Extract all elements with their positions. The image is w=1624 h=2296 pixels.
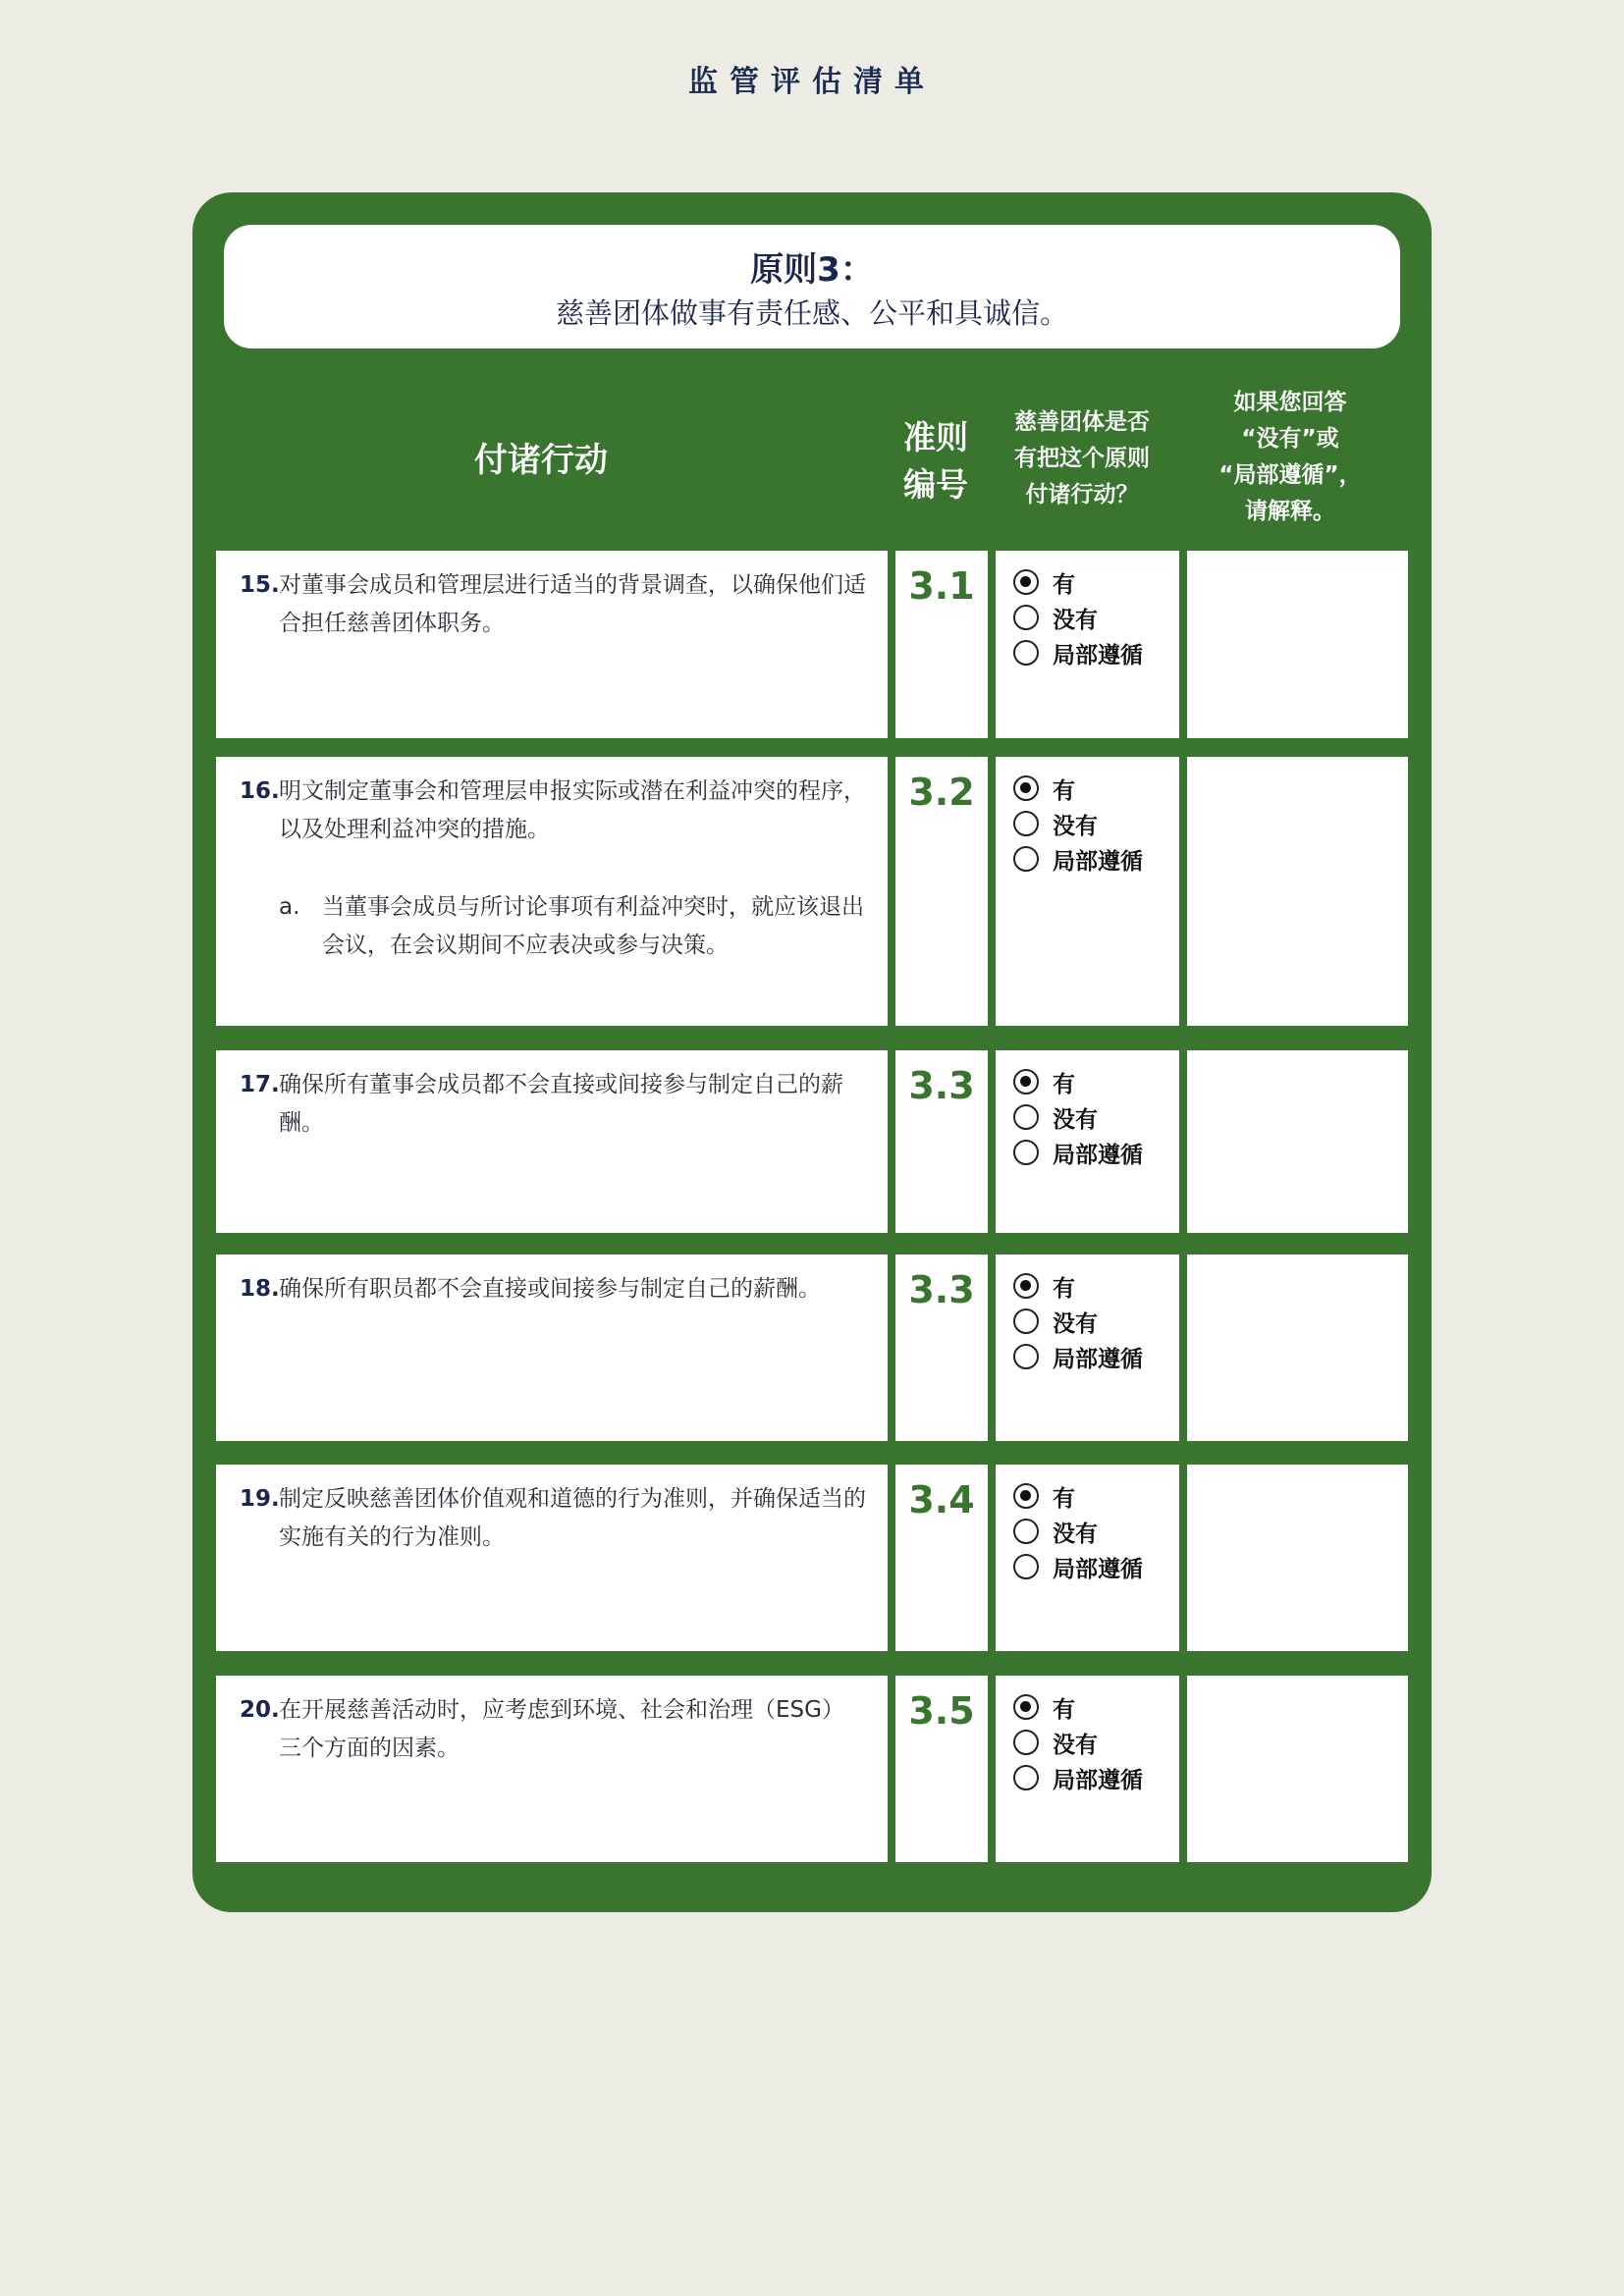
item-text: 明文制定董事会和管理层申报实际或潜在利益冲突的程序，以及处理利益冲突的措施。 — [279, 778, 866, 842]
option-partial[interactable] — [1013, 841, 1143, 877]
principle-box — [224, 225, 1400, 348]
action-item — [240, 1066, 866, 1143]
header-question-line: 有把这个原则 — [1014, 446, 1150, 471]
code-cell — [895, 757, 988, 1026]
answer-options — [1013, 1064, 1143, 1170]
radio-selected-icon[interactable] — [1013, 569, 1039, 595]
option-partial[interactable] — [1013, 635, 1143, 670]
table-row — [216, 1676, 1408, 1862]
option-no[interactable] — [1013, 1099, 1143, 1135]
item-number: 16. — [240, 778, 280, 804]
option-yes[interactable] — [1013, 1064, 1143, 1099]
radio-icon[interactable] — [1013, 1308, 1039, 1334]
option-no[interactable] — [1013, 1514, 1143, 1549]
header-question-line: 付诸行动？ — [1025, 482, 1139, 507]
option-label: 局部遵循 — [1053, 1142, 1143, 1168]
header-explain-line: 请解释。 — [1245, 499, 1335, 524]
criterion-code: 3.3 — [908, 1064, 975, 1107]
option-label: 局部遵循 — [1053, 1767, 1143, 1793]
code-cell — [895, 1676, 988, 1862]
header-question — [986, 404, 1178, 513]
option-label: 没有 — [1053, 1732, 1098, 1758]
principle-title: 原则3： — [750, 250, 874, 290]
option-label: 有 — [1053, 1071, 1075, 1097]
radio-icon[interactable] — [1013, 1344, 1039, 1369]
radio-selected-icon[interactable] — [1013, 1483, 1039, 1509]
header-code-line: 编号 — [903, 465, 968, 504]
option-partial[interactable] — [1013, 1760, 1143, 1795]
sub-item — [240, 888, 866, 965]
item-text: 在开展慈善活动时，应考虑到环境、社会和治理（ESG）三个方面的因素。 — [279, 1697, 844, 1761]
action-item — [240, 773, 866, 965]
action-item — [240, 566, 866, 643]
explanation-cell[interactable] — [1187, 1050, 1408, 1233]
radio-icon[interactable] — [1013, 1554, 1039, 1579]
answer-options — [1013, 771, 1143, 877]
option-no[interactable] — [1013, 806, 1143, 841]
action-cell — [216, 1050, 888, 1233]
item-text: 对董事会成员和管理层进行适当的背景调查，以确保他们适合担任慈善团体职务。 — [279, 572, 866, 636]
action-cell — [216, 757, 888, 1026]
action-cell — [216, 551, 888, 738]
option-no[interactable] — [1013, 600, 1143, 635]
document-title: 监管评估清单 — [688, 65, 936, 99]
item-number: 15. — [240, 572, 280, 598]
table-row — [216, 757, 1408, 1026]
option-yes[interactable] — [1013, 1478, 1143, 1514]
radio-icon[interactable] — [1013, 605, 1039, 630]
answer-cell — [996, 1465, 1179, 1651]
radio-icon[interactable] — [1013, 811, 1039, 836]
option-label: 没有 — [1053, 1521, 1098, 1547]
criterion-code: 3.2 — [908, 771, 975, 814]
item-text: 确保所有董事会成员都不会直接或间接参与制定自己的薪酬。 — [279, 1072, 843, 1136]
criterion-code: 3.4 — [908, 1478, 975, 1522]
table-row — [216, 551, 1408, 738]
table-row — [216, 1465, 1408, 1651]
code-cell — [895, 551, 988, 738]
explanation-cell[interactable] — [1187, 757, 1408, 1026]
radio-icon[interactable] — [1013, 1730, 1039, 1755]
option-partial[interactable] — [1013, 1135, 1143, 1170]
option-label: 有 — [1053, 777, 1075, 804]
answer-options — [1013, 1268, 1143, 1374]
table-row — [216, 1050, 1408, 1233]
header-code-line: 准则 — [903, 418, 968, 456]
option-label: 局部遵循 — [1053, 1346, 1143, 1372]
table-row — [216, 1255, 1408, 1441]
principle-panel — [192, 192, 1432, 1912]
option-label: 没有 — [1053, 607, 1098, 633]
answer-cell — [996, 551, 1179, 738]
item-number: 20. — [240, 1697, 280, 1723]
explanation-cell[interactable] — [1187, 1255, 1408, 1441]
option-label: 没有 — [1053, 1310, 1098, 1337]
sub-item-letter: a. — [279, 894, 300, 920]
explanation-cell[interactable] — [1187, 1465, 1408, 1651]
radio-selected-icon[interactable] — [1013, 775, 1039, 801]
answer-cell — [996, 1676, 1179, 1862]
option-label: 有 — [1053, 1696, 1075, 1723]
option-yes[interactable] — [1013, 564, 1143, 600]
option-label: 有 — [1053, 1275, 1075, 1302]
option-label: 没有 — [1053, 1106, 1098, 1133]
header-explain-line: “没有”或 — [1241, 426, 1339, 452]
item-number: 19. — [240, 1486, 280, 1512]
radio-icon[interactable] — [1013, 1519, 1039, 1544]
action-item — [240, 1480, 866, 1557]
option-label: 有 — [1053, 571, 1075, 598]
radio-icon[interactable] — [1013, 846, 1039, 872]
action-cell — [216, 1465, 888, 1651]
item-text: 确保所有职员都不会直接或间接参与制定自己的薪酬。 — [279, 1276, 821, 1302]
radio-selected-icon[interactable] — [1013, 1069, 1039, 1095]
criterion-code: 3.5 — [908, 1689, 975, 1733]
code-cell — [895, 1050, 988, 1233]
radio-icon[interactable] — [1013, 1765, 1039, 1790]
item-text: 制定反映慈善团体价值观和道德的行为准则，并确保适当的实施有关的行为准则。 — [279, 1486, 866, 1550]
option-label: 有 — [1053, 1485, 1075, 1512]
option-yes[interactable] — [1013, 1268, 1143, 1304]
option-label: 局部遵循 — [1053, 1556, 1143, 1582]
header-explain — [1184, 385, 1396, 530]
code-cell — [895, 1465, 988, 1651]
item-number: 17. — [240, 1072, 280, 1097]
action-cell — [216, 1255, 888, 1441]
header-explain-line: 如果您回答 — [1233, 390, 1347, 415]
option-yes[interactable] — [1013, 1689, 1143, 1725]
radio-icon[interactable] — [1013, 1104, 1039, 1130]
header-code — [890, 414, 982, 508]
option-no[interactable] — [1013, 1304, 1143, 1339]
action-cell — [216, 1676, 888, 1862]
option-yes[interactable] — [1013, 771, 1143, 806]
radio-icon[interactable] — [1013, 1140, 1039, 1165]
radio-selected-icon[interactable] — [1013, 1273, 1039, 1299]
answer-cell — [996, 757, 1179, 1026]
answer-options — [1013, 564, 1143, 670]
header-explain-line: “局部遵循”， — [1218, 462, 1362, 488]
radio-selected-icon[interactable] — [1013, 1694, 1039, 1720]
code-cell — [895, 1255, 988, 1441]
header-action: 付诸行动 — [474, 441, 608, 480]
item-number: 18. — [240, 1276, 280, 1302]
action-item — [240, 1270, 866, 1308]
principle-text: 慈善团体做事有责任感、公平和具诚信。 — [555, 296, 1068, 330]
option-no[interactable] — [1013, 1725, 1143, 1760]
action-item — [240, 1691, 866, 1768]
answer-cell — [996, 1255, 1179, 1441]
option-partial[interactable] — [1013, 1339, 1143, 1374]
answer-options — [1013, 1478, 1143, 1584]
option-label: 局部遵循 — [1053, 642, 1143, 668]
explanation-cell[interactable] — [1187, 551, 1408, 738]
option-label: 没有 — [1053, 813, 1098, 839]
criterion-code: 3.3 — [908, 1268, 975, 1311]
explanation-cell[interactable] — [1187, 1676, 1408, 1862]
answer-cell — [996, 1050, 1179, 1233]
answer-options — [1013, 1689, 1143, 1795]
header-question-line: 慈善团体是否 — [1014, 409, 1150, 435]
radio-icon[interactable] — [1013, 640, 1039, 666]
option-partial[interactable] — [1013, 1549, 1143, 1584]
criterion-code: 3.1 — [908, 564, 975, 608]
option-label: 局部遵循 — [1053, 848, 1143, 875]
sub-item-text: 当董事会成员与所讨论事项有利益冲突时，就应该退出会议，在会议期间不应表决或参与决策。 — [322, 894, 864, 958]
